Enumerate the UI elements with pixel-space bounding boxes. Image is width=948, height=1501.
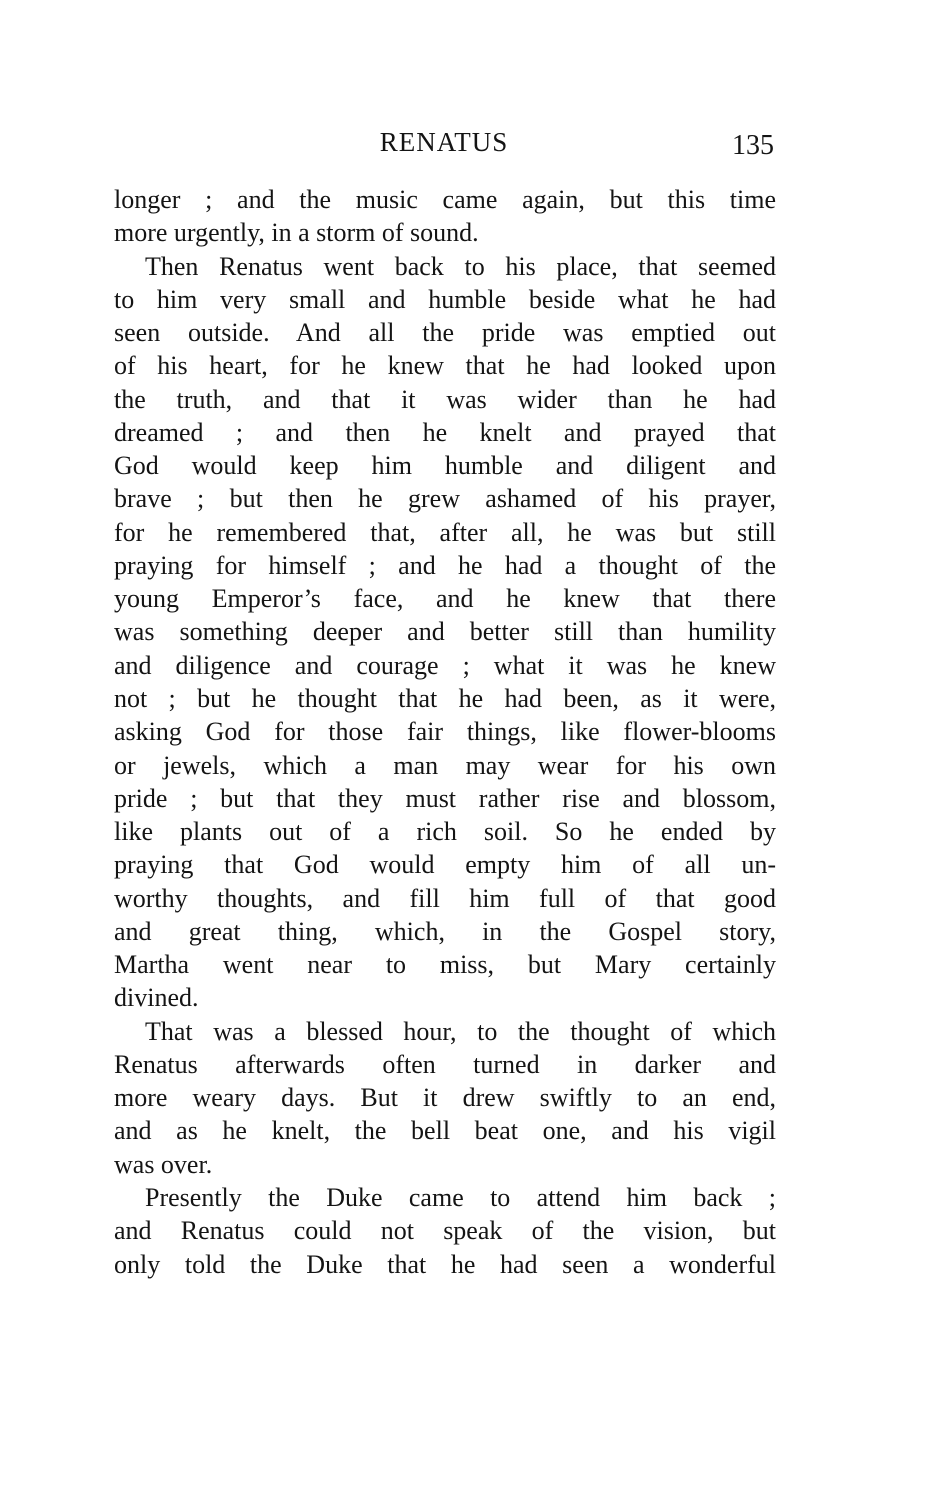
text-line: of his heart, for he knew that he had looked upon xyxy=(114,351,776,381)
paragraph xyxy=(114,183,776,250)
paragraph xyxy=(114,1181,776,1281)
text-line: and great thing, which, in the Gospel story, xyxy=(114,916,776,946)
text-line: to him very small and humble beside what he had xyxy=(114,284,776,314)
text-line: pride ; but that they must rather rise and blossom, xyxy=(114,783,776,813)
text-line: dreamed ; and then he knelt and prayed that xyxy=(114,417,776,447)
paragraph xyxy=(114,1015,776,1181)
text-line: only told the Duke that he had seen a wonderful xyxy=(114,1249,776,1279)
text-line: divined. xyxy=(114,983,199,1013)
paragraph xyxy=(114,250,776,1015)
text-line: young Emperor’s face, and he knew that there xyxy=(114,584,776,614)
text-line: or jewels, which a man may wear for his own xyxy=(114,750,776,780)
text-line: more weary days. But it drew swiftly to an end, xyxy=(114,1083,776,1113)
text-line: Then Renatus went back to his place, that seemed xyxy=(145,251,776,281)
text-line: was something deeper and better still than humility xyxy=(114,617,776,647)
text-line: Renatus afterwards often turned in darker and xyxy=(114,1049,776,1079)
running-title: RENATUS xyxy=(379,127,509,157)
text-line: and Renatus could not speak of the vision, but xyxy=(114,1216,776,1246)
text-line: like plants out of a rich soil. So he ended by xyxy=(114,817,776,847)
text-line: was over. xyxy=(114,1149,213,1179)
text-line: longer ; and the music came again, but this time xyxy=(114,185,776,214)
text-line: and diligence and courage ; what it was he knew xyxy=(114,650,776,680)
text-line: Martha went near to miss, but Mary certainly xyxy=(114,950,776,980)
text-line: worthy thoughts, and fill him full of that good xyxy=(114,883,776,913)
text-line: That was a blessed hour, to the thought of which xyxy=(145,1016,776,1046)
text-line: brave ; but then he grew ashamed of his prayer, xyxy=(114,484,776,514)
body-text xyxy=(114,183,776,1281)
text-line: Presently the Duke came to attend him back ; xyxy=(145,1182,776,1212)
text-line: not ; but he thought that he had been, as it were, xyxy=(114,683,776,713)
text-line: more urgently, in a storm of sound. xyxy=(114,218,479,248)
page-header xyxy=(114,124,774,164)
text-line: praying for himself ; and he had a thought of the xyxy=(114,550,776,580)
page-number: 135 xyxy=(732,130,774,161)
text-line: praying that God would empty him of all un- xyxy=(114,850,776,880)
text-line: for he remembered that, after all, he was but still xyxy=(114,517,776,547)
text-line: and as he knelt, the bell beat one, and his vigil xyxy=(114,1116,776,1146)
text-line: seen outside. And all the pride was emptied out xyxy=(114,318,776,348)
text-line: God would keep him humble and diligent and xyxy=(114,451,776,481)
text-line: asking God for those fair things, like flower-blooms xyxy=(114,717,776,747)
text-line: the truth, and that it was wider than he had xyxy=(114,384,776,414)
